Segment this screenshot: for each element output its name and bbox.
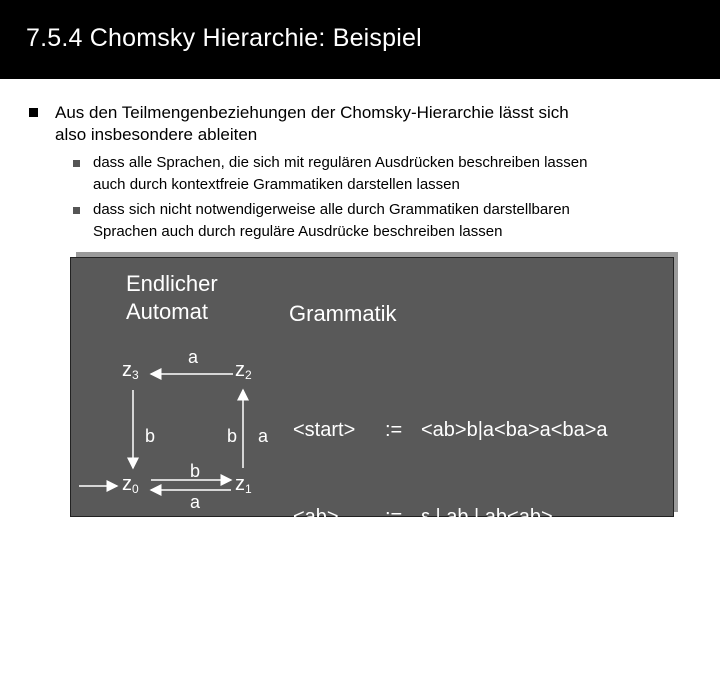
grammar-op-column [385,358,407,677]
rule-op: := [385,593,403,615]
edge-label-z0-z1: b [190,461,201,481]
main-bullet-line-2: also insbesondere ableiten [55,125,258,144]
sub-bullet-1-line-1: dass alle Sprachen, die sich mit regulären Ausdrücken beschreiben lassen [93,154,588,171]
state-z1: $z_1$ [235,473,252,496]
sub-bullet-square-icon [73,160,80,167]
rule-op: := [385,419,403,441]
main-bullet-text [55,102,695,146]
edge-label-z1-z0: a [190,492,201,512]
edge-label-z2-z1-b: b [227,426,238,446]
rule-lhs: <ab> [293,506,339,528]
sub-bullet-1-line-2: auch durch kontextfreie Grammatiken darstellen lassen [93,176,460,193]
rule-rhs: <ab>b|a<ba>a<ba>a [421,419,608,441]
example-panel [70,257,674,615]
state-z0: $z_0$ [122,473,139,496]
sub-bullet-2-line-2: Sprachen auch durch reguläre Ausdrücke beschreiben lassen [93,223,503,240]
state-z3: $z_3$ [122,359,139,382]
sub-bullet-1-text [93,152,713,196]
grammar-rhs-column [421,358,608,677]
rule-lhs: <ba> [293,593,339,615]
grammar-lhs-column [293,358,355,677]
automaton-label: Endlicher Automat [126,271,218,324]
grammar-label: Grammatik [289,301,397,326]
bullet-square-icon [29,108,38,117]
state-z2: $z_2$ [235,359,252,382]
edge-label-z2-z1-a: a [258,426,269,446]
sub-bullet-square-icon [73,207,80,214]
edge-label-z3-z0: b [145,426,156,446]
rule-rhs: ε | ba | ba<ba> [421,593,553,615]
edge-label-z3-z2: a [188,347,199,367]
main-bullet-line-1: Aus den Teilmengenbeziehungen der Chomsky-Hierarchie lässt sich [55,103,569,122]
rule-lhs: <start> [293,419,356,441]
sub-bullet-2-line-1: dass sich nicht notwendigerweise alle durch Grammatiken darstellbaren [93,201,570,218]
sub-bullet-2-text [93,199,713,243]
title-bar [0,0,720,79]
rule-rhs: ε | ab | ab<ab> [421,506,553,528]
slide-title: 7.5.4 Chomsky Hierarchie: Beispiel [26,24,422,52]
rule-op: := [385,506,403,528]
